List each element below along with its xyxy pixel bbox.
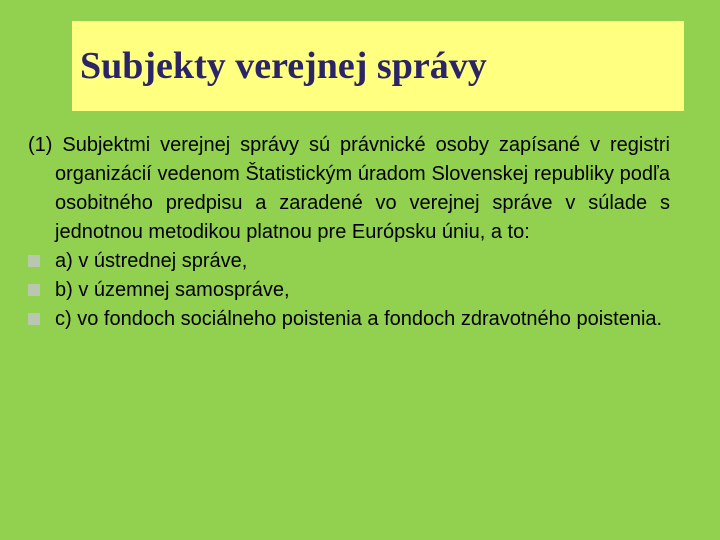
list-item [28,276,670,305]
square-bullet-icon [28,313,40,325]
list-item-text: c) vo fondoch sociálneho poistenia a fondoch zdravotného poistenia. [55,308,663,330]
list-item [28,305,670,334]
square-bullet-icon [28,255,40,267]
bullet-list [28,247,670,334]
list-item [28,247,670,276]
list-item-text: b) v územnej samospráve, [55,279,290,301]
slide-content [28,131,670,334]
square-bullet-icon [28,284,40,296]
list-item-text: a) v ústrednej správe, [55,250,248,272]
intro-paragraph: (1) Subjektmi verejnej správy sú právnické osoby zapísané v registri organizácií vedenom Štatistickým úradom Slovenskej republiky podľa osobitného predpisu a zaradené vo verejnej správe v súlade s jednotnou metodikou platnou pre Európsku úniu, a to: [28,134,670,243]
slide-title: Subjekty verejnej správy [80,45,487,87]
title-box [72,21,684,111]
